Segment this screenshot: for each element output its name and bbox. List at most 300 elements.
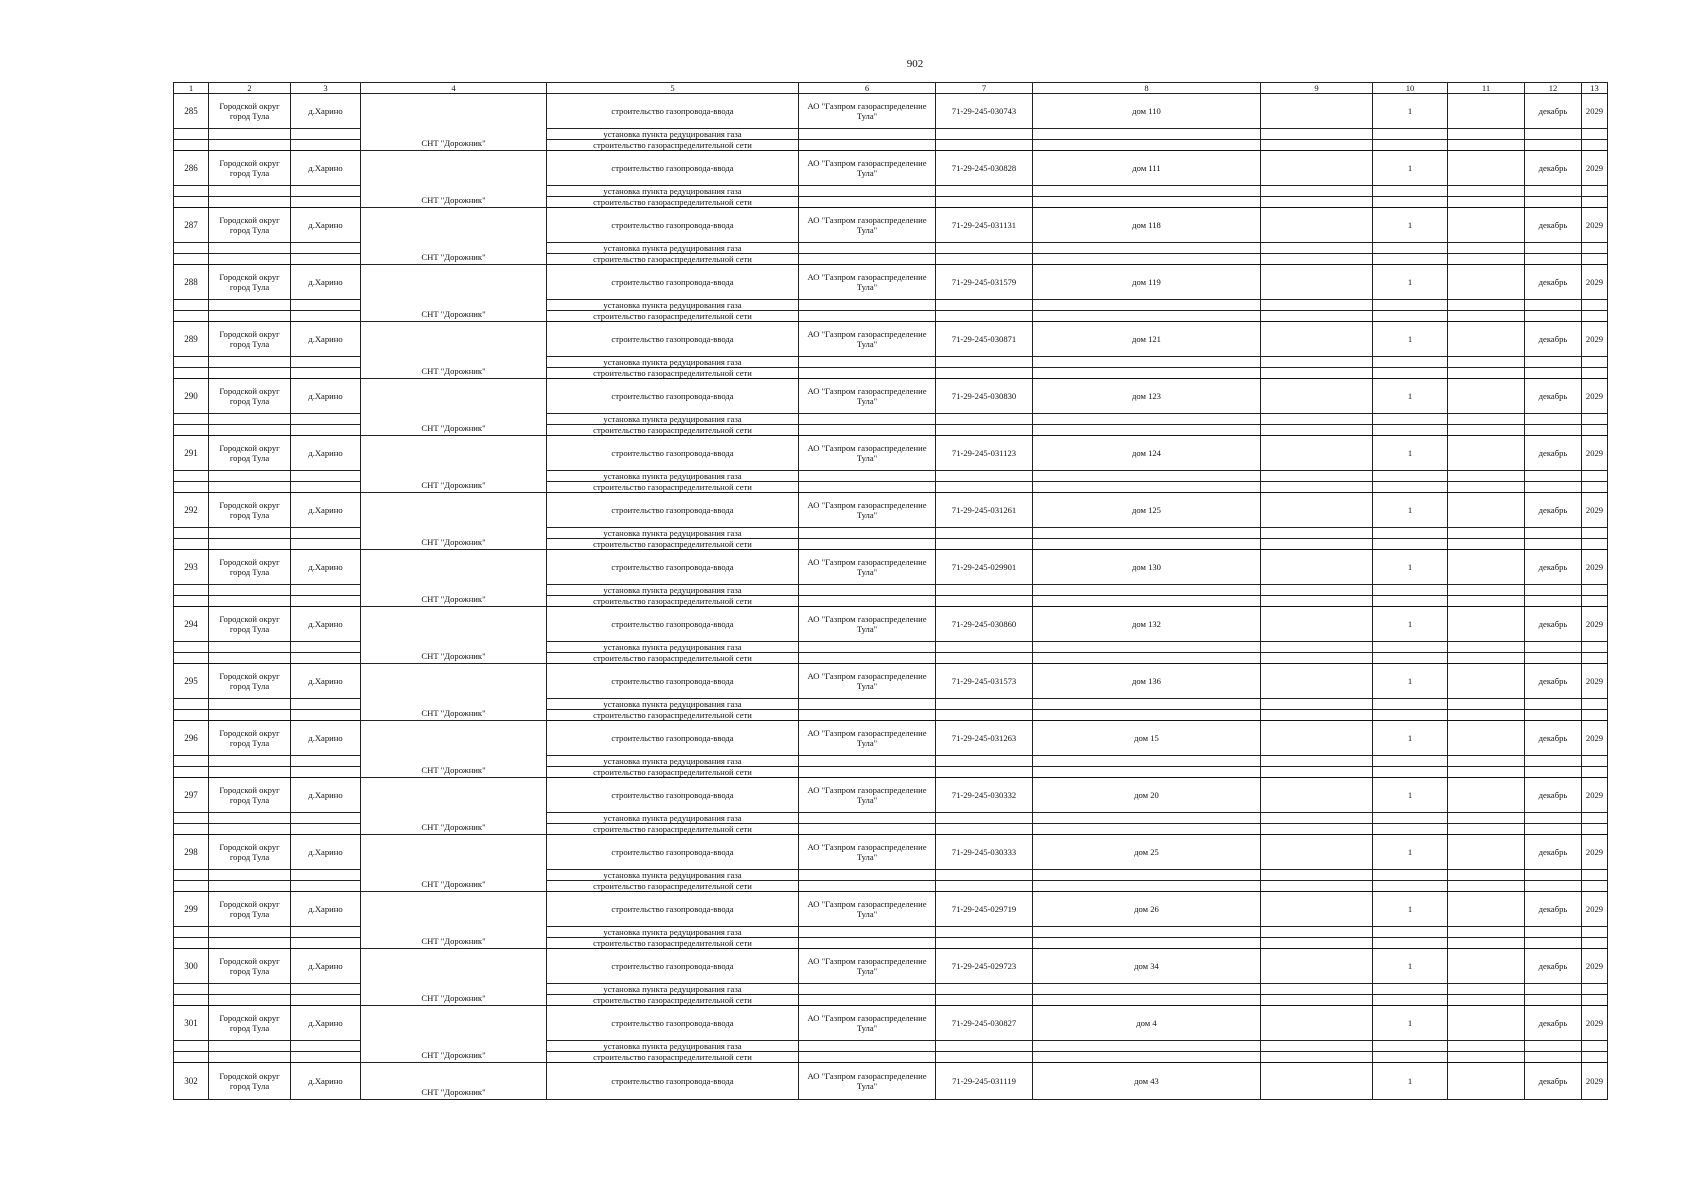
empty-cell [1525,995,1582,1006]
empty-cell [174,642,209,653]
empty-cell [799,311,936,322]
col9-cell [1261,1006,1373,1041]
organization-cell: АО "Газпром газораспределение Тула" [799,265,936,300]
month-cell: декабрь [1525,436,1582,471]
empty-cell [1448,710,1525,721]
empty-cell [936,938,1033,949]
empty-cell [1373,129,1448,140]
empty-cell [1448,870,1525,881]
empty-cell [1582,927,1608,938]
empty-cell [1525,1052,1582,1063]
table-row [174,265,1608,300]
empty-cell [799,642,936,653]
empty-cell [1582,653,1608,664]
sub-work-cell: установка пункта редуцирования газа [547,243,799,254]
empty-cell [1373,585,1448,596]
table-row [174,1006,1608,1041]
table-row [174,1063,1608,1100]
empty-cell [291,254,361,265]
empty-cell [174,881,209,892]
empty-cell [936,311,1033,322]
empty-cell [799,881,936,892]
year-cell: 2029 [1582,322,1608,357]
empty-cell [936,425,1033,436]
table-row [174,949,1608,984]
empty-cell [1261,824,1373,835]
empty-cell [1525,596,1582,607]
table-row [174,94,1608,129]
empty-cell [174,756,209,767]
sub-work-cell: строительство газораспределительной сети [547,368,799,379]
column-header-13: 13 [1582,83,1608,94]
work-type-cell: строительство газопровода-ввода [547,778,799,813]
empty-cell [1448,197,1525,208]
empty-cell [174,471,209,482]
sub-work-cell: строительство газораспределительной сети [547,824,799,835]
snt-cell: СНТ "Дорожник" [361,208,547,265]
empty-cell [209,767,291,778]
empty-cell [1373,938,1448,949]
empty-cell [174,653,209,664]
district-cell: Городской округ город Тула [209,94,291,129]
empty-cell [1261,710,1373,721]
empty-cell [799,984,936,995]
col11-cell [1448,379,1525,414]
empty-cell [1373,140,1448,151]
organization-cell: АО "Газпром газораспределение Тула" [799,607,936,642]
empty-cell [936,471,1033,482]
sub-work-cell: строительство газораспределительной сети [547,767,799,778]
empty-cell [1448,528,1525,539]
work-type-cell: строительство газопровода-ввода [547,436,799,471]
empty-cell [1525,927,1582,938]
cadastral-code-cell: 71-29-245-030333 [936,835,1033,870]
empty-cell [1033,254,1261,265]
snt-cell: СНТ "Дорожник" [361,550,547,607]
empty-cell [209,699,291,710]
empty-cell [1261,186,1373,197]
district-cell: Городской округ город Тула [209,607,291,642]
sub-work-cell: установка пункта редуцирования газа [547,870,799,881]
empty-cell [1525,197,1582,208]
empty-cell [1448,756,1525,767]
column-header-3: 3 [291,83,361,94]
empty-cell [1448,642,1525,653]
empty-cell [1525,471,1582,482]
empty-cell [174,254,209,265]
cadastral-code-cell: 71-29-245-031261 [936,493,1033,528]
empty-cell [799,129,936,140]
sub-work-cell: установка пункта редуцирования газа [547,585,799,596]
empty-cell [936,870,1033,881]
column-header-12: 12 [1525,83,1582,94]
quantity-cell: 1 [1373,151,1448,186]
empty-cell [1261,927,1373,938]
empty-cell [936,927,1033,938]
empty-cell [291,824,361,835]
sub-work-cell: установка пункта редуцирования газа [547,129,799,140]
snt-cell: СНТ "Дорожник" [361,379,547,436]
empty-cell [1033,710,1261,721]
empty-cell [1582,813,1608,824]
empty-cell [291,311,361,322]
address-cell: дом 34 [1033,949,1261,984]
empty-cell [1448,585,1525,596]
empty-cell [1261,425,1373,436]
empty-cell [1033,756,1261,767]
empty-cell [936,357,1033,368]
empty-cell [1525,756,1582,767]
empty-cell [1448,482,1525,493]
month-cell: декабрь [1525,664,1582,699]
empty-cell [1373,414,1448,425]
page-number: 902 [906,58,924,70]
snt-cell: СНТ "Дорожник" [361,664,547,721]
address-cell: дом 111 [1033,151,1261,186]
organization-cell: АО "Газпром газораспределение Тула" [799,493,936,528]
table-row [174,721,1608,756]
cadastral-code-cell: 71-29-245-031579 [936,265,1033,300]
work-type-cell: строительство газопровода-ввода [547,1006,799,1041]
quantity-cell: 1 [1373,949,1448,984]
empty-cell [209,528,291,539]
empty-cell [209,254,291,265]
col11-cell [1448,436,1525,471]
empty-cell [209,927,291,938]
empty-cell [174,539,209,550]
empty-cell [1261,414,1373,425]
empty-cell [1033,425,1261,436]
organization-cell: АО "Газпром газораспределение Тула" [799,892,936,927]
sub-work-cell: строительство газораспределительной сети [547,311,799,322]
quantity-cell: 1 [1373,265,1448,300]
year-cell: 2029 [1582,1006,1608,1041]
settlement-cell: д.Харино [291,835,361,870]
empty-cell [209,824,291,835]
cadastral-code-cell: 71-29-245-030860 [936,607,1033,642]
year-cell: 2029 [1582,892,1608,927]
year-cell: 2029 [1582,436,1608,471]
empty-cell [799,585,936,596]
col11-cell [1448,493,1525,528]
empty-cell [1525,186,1582,197]
empty-cell [209,1052,291,1063]
empty-cell [1448,699,1525,710]
empty-cell [799,813,936,824]
col9-cell [1261,835,1373,870]
settlement-cell: д.Харино [291,721,361,756]
sub-work-cell: строительство газораспределительной сети [547,482,799,493]
table-row [174,550,1608,585]
year-cell: 2029 [1582,151,1608,186]
empty-cell [1373,186,1448,197]
empty-cell [1582,938,1608,949]
empty-cell [1373,528,1448,539]
quantity-cell: 1 [1373,322,1448,357]
empty-cell [174,710,209,721]
empty-cell [1373,539,1448,550]
district-cell: Городской округ город Тула [209,1006,291,1041]
empty-cell [799,767,936,778]
col9-cell [1261,436,1373,471]
empty-cell [1525,528,1582,539]
quantity-cell: 1 [1373,208,1448,243]
empty-cell [291,368,361,379]
empty-cell [291,767,361,778]
empty-cell [174,585,209,596]
empty-cell [1033,186,1261,197]
column-header-4: 4 [361,83,547,94]
empty-cell [174,482,209,493]
snt-cell: СНТ "Дорожник" [361,778,547,835]
month-cell: декабрь [1525,379,1582,414]
col11-cell [1448,1063,1525,1100]
empty-cell [291,653,361,664]
empty-cell [936,539,1033,550]
sub-work-cell: установка пункта редуцирования газа [547,300,799,311]
empty-cell [1373,653,1448,664]
col9-cell [1261,208,1373,243]
empty-cell [1448,140,1525,151]
empty-cell [1525,414,1582,425]
empty-cell [291,870,361,881]
empty-cell [799,254,936,265]
snt-cell: СНТ "Дорожник" [361,835,547,892]
empty-cell [209,756,291,767]
empty-cell [1373,870,1448,881]
empty-cell [209,653,291,664]
empty-cell [1525,539,1582,550]
empty-cell [799,653,936,664]
empty-cell [936,881,1033,892]
cadastral-code-cell: 71-29-245-030828 [936,151,1033,186]
col9-cell [1261,94,1373,129]
empty-cell [1261,813,1373,824]
row-number: 295 [174,664,209,699]
row-number: 301 [174,1006,209,1041]
empty-cell [209,642,291,653]
quantity-cell: 1 [1373,94,1448,129]
organization-cell: АО "Газпром газораспределение Тула" [799,778,936,813]
empty-cell [1525,1041,1582,1052]
month-cell: декабрь [1525,493,1582,528]
empty-cell [1261,1052,1373,1063]
work-type-cell: строительство газопровода-ввода [547,151,799,186]
col11-cell [1448,208,1525,243]
empty-cell [1033,870,1261,881]
empty-cell [1582,995,1608,1006]
settlement-cell: д.Харино [291,778,361,813]
empty-cell [1525,585,1582,596]
column-header-5: 5 [547,83,799,94]
month-cell: декабрь [1525,151,1582,186]
gasification-table [173,82,1608,1100]
empty-cell [209,870,291,881]
year-cell: 2029 [1582,379,1608,414]
empty-cell [209,813,291,824]
table-row [174,151,1608,186]
table-row [174,892,1608,927]
snt-cell: СНТ "Дорожник" [361,892,547,949]
empty-cell [799,243,936,254]
empty-cell [291,642,361,653]
empty-cell [1033,482,1261,493]
empty-cell [209,1041,291,1052]
snt-cell: СНТ "Дорожник" [361,94,547,151]
empty-cell [936,984,1033,995]
empty-cell [799,528,936,539]
column-header-8: 8 [1033,83,1261,94]
empty-cell [1448,881,1525,892]
empty-cell [1261,482,1373,493]
month-cell: декабрь [1525,778,1582,813]
empty-cell [1373,756,1448,767]
empty-cell [1582,254,1608,265]
empty-cell [1525,870,1582,881]
column-header-9: 9 [1261,83,1373,94]
col11-cell [1448,151,1525,186]
district-cell: Городской округ город Тула [209,379,291,414]
empty-cell [174,813,209,824]
empty-cell [799,140,936,151]
empty-cell [936,368,1033,379]
empty-cell [209,482,291,493]
empty-cell [936,254,1033,265]
empty-cell [291,140,361,151]
district-cell: Городской округ город Тула [209,265,291,300]
sub-work-cell: строительство газораспределительной сети [547,596,799,607]
empty-cell [291,1041,361,1052]
empty-cell [1261,197,1373,208]
empty-cell [799,482,936,493]
empty-cell [799,927,936,938]
empty-cell [209,995,291,1006]
empty-cell [291,710,361,721]
empty-cell [1582,129,1608,140]
sub-work-cell: строительство газораспределительной сети [547,710,799,721]
work-type-cell: строительство газопровода-ввода [547,493,799,528]
empty-cell [174,995,209,1006]
sub-work-cell: установка пункта редуцирования газа [547,927,799,938]
empty-cell [1373,813,1448,824]
empty-cell [936,140,1033,151]
row-number: 288 [174,265,209,300]
empty-cell [1448,1041,1525,1052]
col11-cell [1448,664,1525,699]
year-cell: 2029 [1582,550,1608,585]
empty-cell [1582,414,1608,425]
empty-cell [1448,539,1525,550]
work-type-cell: строительство газопровода-ввода [547,664,799,699]
empty-cell [209,881,291,892]
empty-cell [799,870,936,881]
empty-cell [174,1041,209,1052]
row-number: 302 [174,1063,209,1100]
empty-cell [1582,585,1608,596]
empty-cell [209,197,291,208]
empty-cell [209,140,291,151]
col11-cell [1448,607,1525,642]
empty-cell [1033,140,1261,151]
empty-cell [1582,243,1608,254]
column-number-header [174,83,1608,94]
empty-cell [1525,699,1582,710]
quantity-cell: 1 [1373,721,1448,756]
empty-cell [1373,1041,1448,1052]
empty-cell [291,129,361,140]
row-number: 291 [174,436,209,471]
empty-cell [1373,984,1448,995]
quantity-cell: 1 [1373,664,1448,699]
work-type-cell: строительство газопровода-ввода [547,721,799,756]
empty-cell [799,938,936,949]
empty-cell [1525,129,1582,140]
address-cell: дом 136 [1033,664,1261,699]
address-cell: дом 20 [1033,778,1261,813]
empty-cell [799,425,936,436]
empty-cell [799,710,936,721]
empty-cell [1582,767,1608,778]
cadastral-code-cell: 71-29-245-029723 [936,949,1033,984]
empty-cell [1582,140,1608,151]
empty-cell [174,938,209,949]
empty-cell [1448,254,1525,265]
cadastral-code-cell: 71-29-245-029901 [936,550,1033,585]
empty-cell [1373,311,1448,322]
empty-cell [1033,824,1261,835]
empty-cell [799,471,936,482]
row-number: 286 [174,151,209,186]
empty-cell [209,539,291,550]
empty-cell [1582,471,1608,482]
address-cell: дом 121 [1033,322,1261,357]
empty-cell [209,368,291,379]
row-number: 298 [174,835,209,870]
empty-cell [1033,368,1261,379]
month-cell: декабрь [1525,607,1582,642]
empty-cell [799,357,936,368]
column-header-2: 2 [209,83,291,94]
sub-work-cell: строительство газораспределительной сети [547,140,799,151]
empty-cell [1448,984,1525,995]
empty-cell [1033,596,1261,607]
empty-cell [291,197,361,208]
empty-cell [1448,938,1525,949]
quantity-cell: 1 [1373,1006,1448,1041]
empty-cell [1525,254,1582,265]
organization-cell: АО "Газпром газораспределение Тула" [799,436,936,471]
empty-cell [1261,140,1373,151]
settlement-cell: д.Харино [291,607,361,642]
empty-cell [209,596,291,607]
district-cell: Городской округ город Тула [209,664,291,699]
empty-cell [174,528,209,539]
empty-cell [174,140,209,151]
organization-cell: АО "Газпром газораспределение Тула" [799,379,936,414]
empty-cell [1525,938,1582,949]
empty-cell [209,186,291,197]
empty-cell [1261,596,1373,607]
table-row [174,493,1608,528]
empty-cell [1033,528,1261,539]
empty-cell [936,813,1033,824]
work-type-cell: строительство газопровода-ввода [547,607,799,642]
month-cell: декабрь [1525,721,1582,756]
empty-cell [174,425,209,436]
settlement-cell: д.Харино [291,1006,361,1041]
row-number: 300 [174,949,209,984]
col9-cell [1261,493,1373,528]
